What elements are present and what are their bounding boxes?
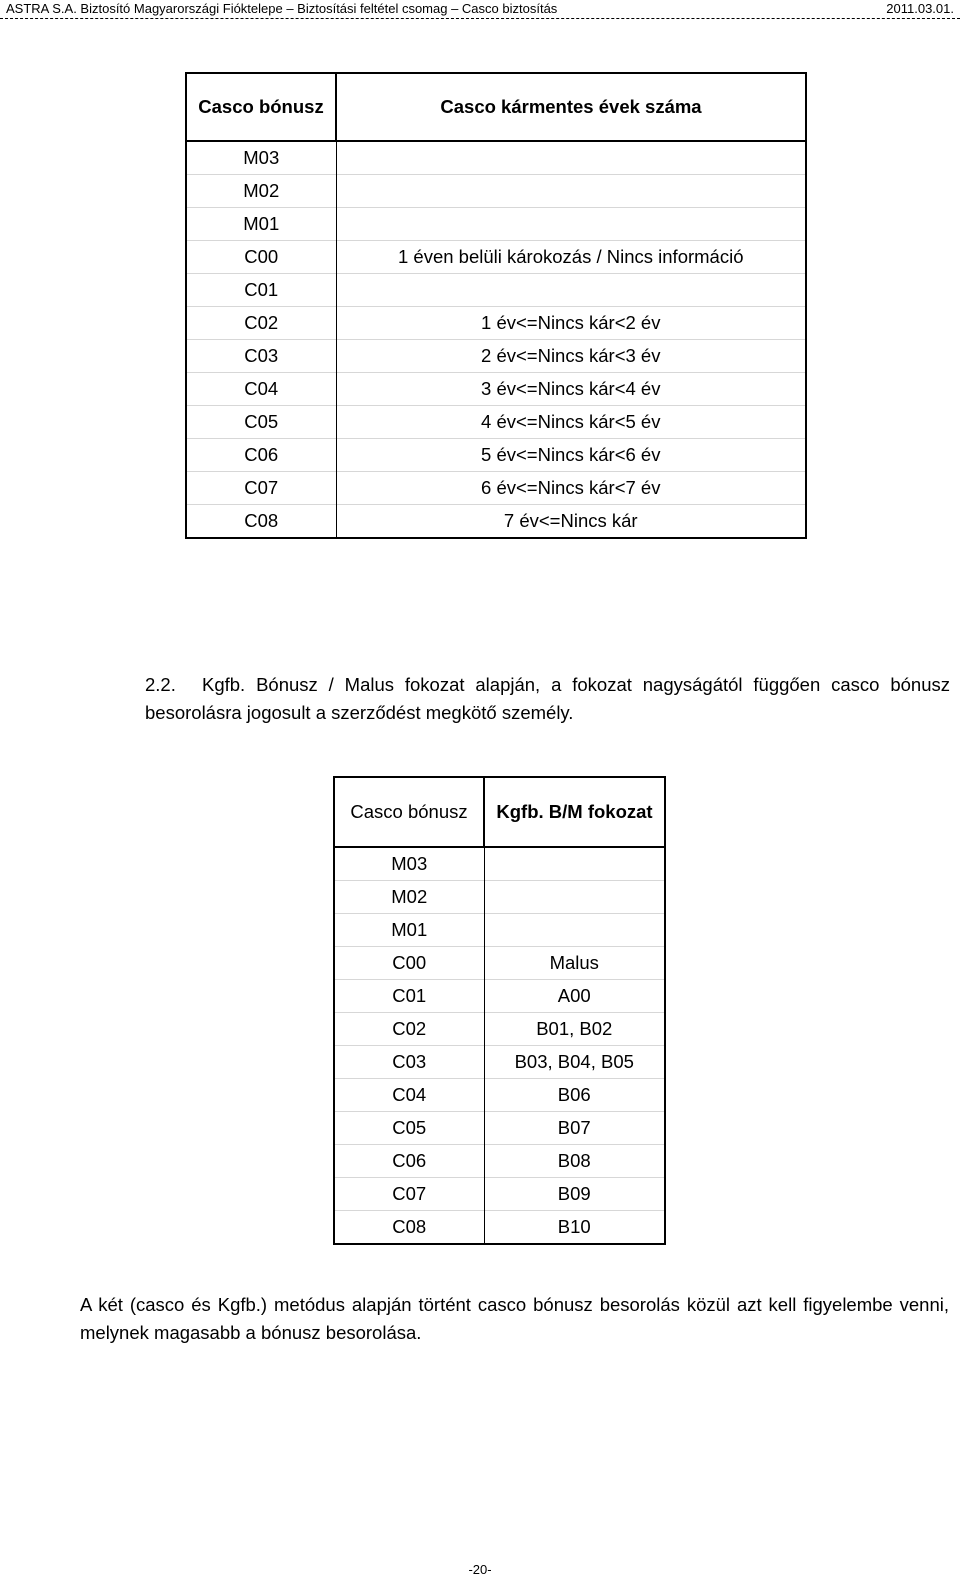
table1-value-cell — [336, 274, 806, 307]
table1-value-cell: 1 éven belüli károkozás / Nincs információ — [336, 241, 806, 274]
table1-row — [186, 208, 806, 241]
table1-bonus-cell: C00 — [186, 241, 336, 274]
header-date: 2011.03.01. — [886, 1, 954, 16]
table2-bonus-cell: C00 — [334, 947, 484, 980]
table2-row — [334, 1079, 665, 1112]
table1-bonus-cell: C01 — [186, 274, 336, 307]
table1-row — [186, 307, 806, 340]
table1-value-cell: 2 év<=Nincs kár<3 év — [336, 340, 806, 373]
table2-row — [334, 881, 665, 914]
table2-row — [334, 980, 665, 1013]
table2-row — [334, 947, 665, 980]
table2-value-cell: B07 — [484, 1112, 665, 1145]
table1-value-cell: 6 év<=Nincs kár<7 év — [336, 472, 806, 505]
page-number: -20- — [468, 1562, 492, 1577]
table1-header-bonus: Casco bónusz — [186, 73, 336, 141]
table2-row — [334, 1145, 665, 1178]
table1-bonus-cell: C03 — [186, 340, 336, 373]
table1-row — [186, 340, 806, 373]
table1-bonus-cell: C04 — [186, 373, 336, 406]
table1-value-cell: 7 év<=Nincs kár — [336, 505, 806, 539]
table2-bonus-cell: M02 — [334, 881, 484, 914]
table1-row — [186, 505, 806, 539]
table1-row — [186, 241, 806, 274]
table1-bonus-cell: C02 — [186, 307, 336, 340]
table1-value-cell: 4 év<=Nincs kár<5 év — [336, 406, 806, 439]
table2-bonus-cell: C06 — [334, 1145, 484, 1178]
table2-header-kgfb: Kgfb. B/M fokozat — [484, 777, 665, 847]
table2-bonus-cell: C02 — [334, 1013, 484, 1046]
table1-row — [186, 141, 806, 175]
table1-row — [186, 439, 806, 472]
section-text: Kgfb. Bónusz / Malus fokozat alapján, a fokozat nagyságától függően casco bónusz besorolásra jogosult a szerződést megkötő személy. — [145, 674, 950, 723]
table1-bonus-cell: C08 — [186, 505, 336, 539]
table2-value-cell — [484, 881, 665, 914]
table1-bonus-cell: C05 — [186, 406, 336, 439]
table1-row — [186, 274, 806, 307]
table2-bonus-cell: M01 — [334, 914, 484, 947]
page-header — [6, 0, 954, 18]
table2-row — [334, 914, 665, 947]
table1-bonus-cell: M02 — [186, 175, 336, 208]
casco-bonus-kgfb-table — [333, 776, 666, 1245]
table2-row — [334, 1013, 665, 1046]
table2-value-cell — [484, 847, 665, 881]
table1-value-cell: 3 év<=Nincs kár<4 év — [336, 373, 806, 406]
table2-bonus-cell: C07 — [334, 1178, 484, 1211]
header-title: ASTRA S.A. Biztosító Magyarországi Fióktelepe – Biztosítási feltétel csomag – Casco biztosítás — [6, 1, 558, 16]
table2-row — [334, 847, 665, 881]
table1-bonus-cell: M03 — [186, 141, 336, 175]
table2-bonus-cell: C05 — [334, 1112, 484, 1145]
table1-bonus-cell: C07 — [186, 472, 336, 505]
table1-value-cell: 1 év<=Nincs kár<2 év — [336, 307, 806, 340]
table1-value-cell — [336, 175, 806, 208]
table2-bonus-cell: C08 — [334, 1211, 484, 1245]
table1-value-cell: 5 év<=Nincs kár<6 év — [336, 439, 806, 472]
table2-value-cell: Malus — [484, 947, 665, 980]
closing-paragraph: A két (casco és Kgfb.) metódus alapján történt casco bónusz besorolás közül azt kell figyelembe venni, melynek magasabb a bónusz besorolása. — [80, 1294, 949, 1343]
table1-row — [186, 175, 806, 208]
table2-value-cell — [484, 914, 665, 947]
table2-value-cell: B08 — [484, 1145, 665, 1178]
table2-bonus-cell: C04 — [334, 1079, 484, 1112]
table2-bonus-cell: C01 — [334, 980, 484, 1013]
table1-bonus-cell: C06 — [186, 439, 336, 472]
section-number: 2.2. — [145, 674, 176, 695]
table2-row — [334, 1046, 665, 1079]
table1-row — [186, 406, 806, 439]
table2-value-cell: B10 — [484, 1211, 665, 1245]
section-2-2 — [145, 671, 950, 727]
table1-bonus-cell: M01 — [186, 208, 336, 241]
table1-row — [186, 472, 806, 505]
table2-bonus-cell: M03 — [334, 847, 484, 881]
table2-value-cell: B09 — [484, 1178, 665, 1211]
table1-header-years: Casco kármentes évek száma — [336, 73, 806, 141]
table2-value-cell: B01, B02 — [484, 1013, 665, 1046]
header-divider — [0, 18, 960, 19]
table1-value-cell — [336, 141, 806, 175]
table2-row — [334, 1211, 665, 1245]
table1-row — [186, 373, 806, 406]
table2-value-cell: B03, B04, B05 — [484, 1046, 665, 1079]
table2-row — [334, 1178, 665, 1211]
table2-header-bonus: Casco bónusz — [334, 777, 484, 847]
table1-value-cell — [336, 208, 806, 241]
casco-bonus-claim-free-years-table — [185, 72, 807, 539]
table2-row — [334, 1112, 665, 1145]
table2-value-cell: B06 — [484, 1079, 665, 1112]
table2-value-cell: A00 — [484, 980, 665, 1013]
table2-bonus-cell: C03 — [334, 1046, 484, 1079]
